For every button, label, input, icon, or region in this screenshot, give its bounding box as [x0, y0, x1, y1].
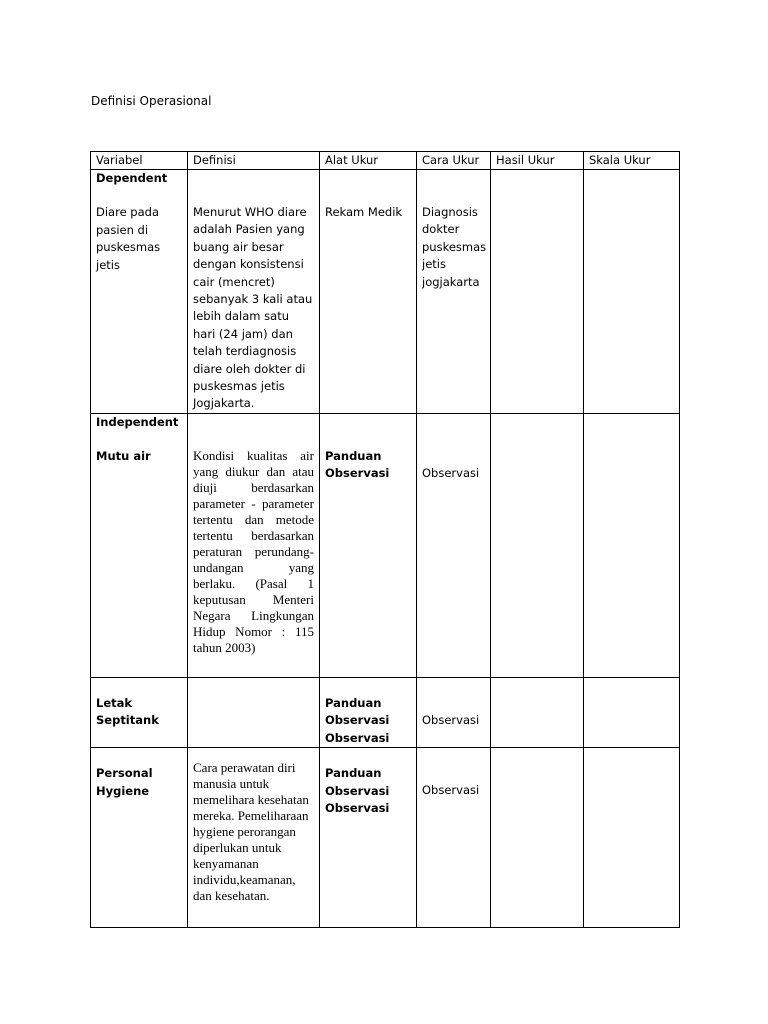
variable-name: Personal Hygiene — [96, 766, 153, 798]
variable-name: Diare pada pasien di puskesmas jetis — [96, 205, 161, 272]
table-row — [91, 414, 680, 678]
alat-ukur-text: Panduan Observasi — [325, 449, 390, 481]
variable-name: Mutu air — [96, 449, 151, 464]
header-skala-ukur: Skala Ukur — [584, 152, 680, 170]
alat-ukur-cell — [320, 678, 417, 748]
alat-ukur-text: Panduan Observasi Observasi — [325, 696, 390, 745]
section-label: Dependent — [96, 171, 168, 185]
cara-ukur-text: Observasi — [422, 713, 480, 727]
header-hasil-ukur: Hasil Ukur — [491, 152, 584, 170]
alat-ukur-cell — [320, 414, 417, 678]
alat-ukur-text: Rekam Medik — [325, 205, 403, 219]
hasil-ukur-cell — [491, 748, 584, 928]
definition-cell — [188, 170, 320, 414]
cara-ukur-cell — [417, 678, 491, 748]
variable-name: Letak Septitank — [96, 696, 159, 728]
cara-ukur-text: Diagnosis dokter puskesmas jetis jogjakarta — [422, 205, 487, 289]
skala-ukur-cell — [584, 170, 680, 414]
hasil-ukur-cell — [491, 170, 584, 414]
alat-ukur-cell — [320, 170, 417, 414]
header-cara-ukur: Cara Ukur — [417, 152, 491, 170]
definition-text: Kondisi kualitas air yang diukur dan atau diuji berdasarkan parameter - parameter tertentu dan metode tertentu berdasarkan peraturan perundang-undangan yang berlaku. (Pasal 1 keputusan Menteri Negara Lingkungan Hidup Nomor : 115 tahun 2003) — [193, 448, 314, 655]
skala-ukur-cell — [584, 748, 680, 928]
definition-table — [90, 151, 680, 928]
table-row — [91, 170, 680, 414]
table-row — [91, 678, 680, 748]
document-title: Definisi Operasional — [91, 94, 212, 108]
cara-ukur-cell — [417, 170, 491, 414]
table-header-row — [91, 152, 680, 170]
variable-cell — [91, 748, 188, 928]
hasil-ukur-cell — [491, 678, 584, 748]
definition-cell — [188, 748, 320, 928]
definition-cell — [188, 414, 320, 678]
alat-ukur-text: Panduan Observasi Observasi — [325, 766, 390, 816]
definition-text: Menurut WHO diare adalah Pasien yang buang air besar dengan konsistensi cair (mencret) sebanyak 3 kali atau lebih dalam satu hari (24 jam) dan telah terdiagnosis diare oleh dokter di puskesmas jetis Jogjakarta. — [193, 205, 313, 411]
variable-cell — [91, 414, 188, 678]
alat-ukur-cell — [320, 748, 417, 928]
cara-ukur-cell — [417, 414, 491, 678]
header-variabel: Variabel — [91, 152, 188, 170]
table-row — [91, 748, 680, 928]
skala-ukur-cell — [584, 678, 680, 748]
cara-ukur-cell — [417, 748, 491, 928]
variable-cell — [91, 678, 188, 748]
cara-ukur-text: Observasi — [422, 783, 480, 798]
section-label: Independent — [96, 415, 179, 429]
skala-ukur-cell — [584, 414, 680, 678]
cara-ukur-text: Observasi — [422, 466, 480, 480]
hasil-ukur-cell — [491, 414, 584, 678]
definition-text: Cara perawatan diri manusia untuk memelihara kesehatan mereka. Pemeliharaan hygiene perorangan diperlukan untuk kenyamanan individu,keamanan, dan kesehatan. — [193, 760, 309, 904]
header-definisi: Definisi — [188, 152, 320, 170]
header-alat-ukur: Alat Ukur — [320, 152, 417, 170]
definition-cell — [188, 678, 320, 748]
variable-cell — [91, 170, 188, 414]
